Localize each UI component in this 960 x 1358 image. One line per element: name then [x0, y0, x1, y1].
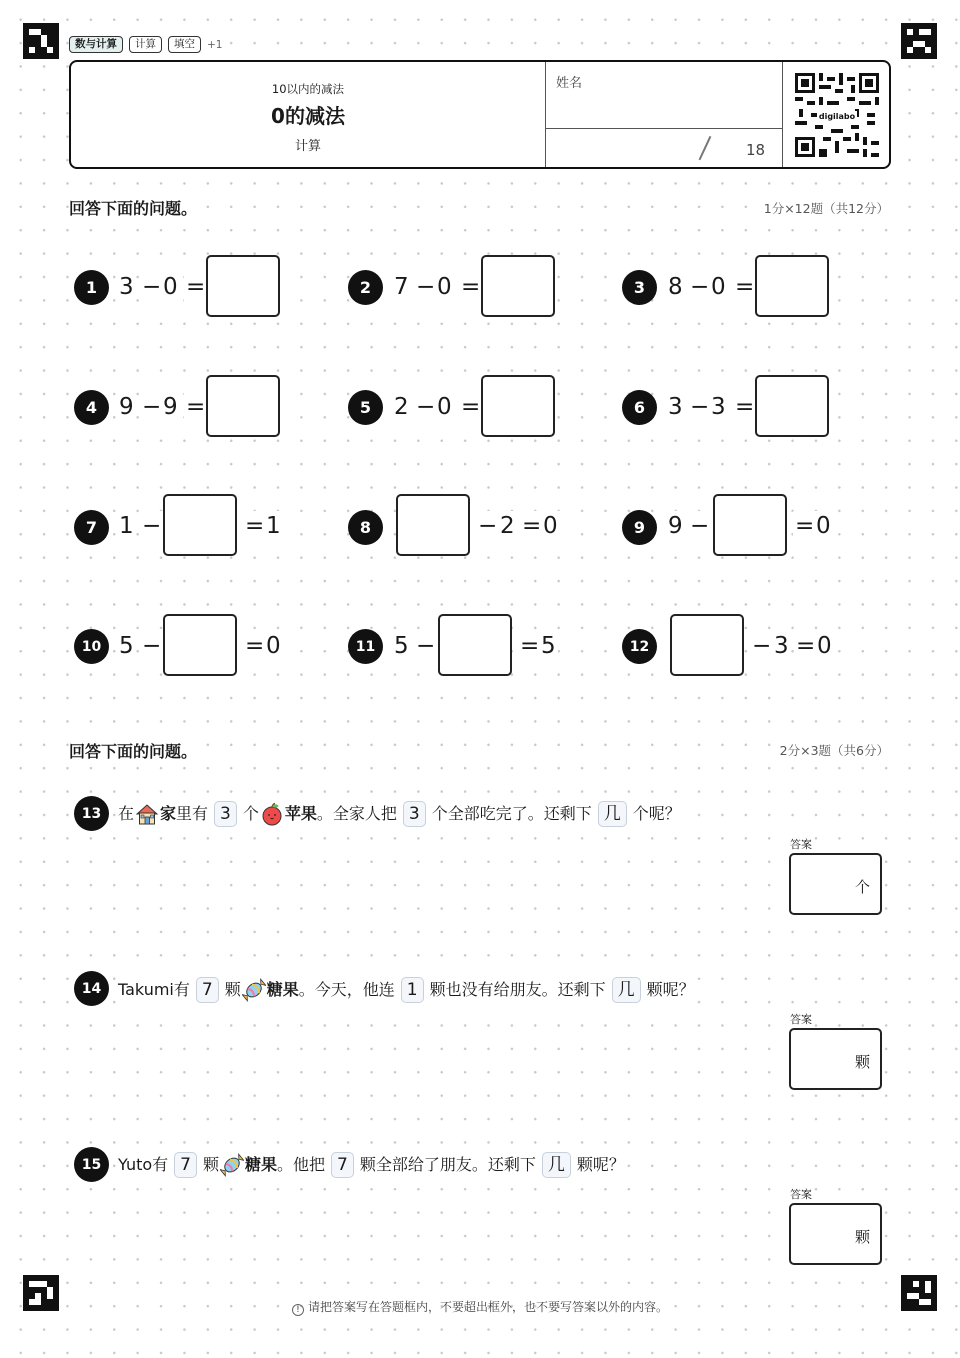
candy-icon [220, 1153, 244, 1177]
operand-b: 0 [437, 274, 452, 300]
equals-sign: = [245, 513, 265, 539]
problem-number: 3 [622, 270, 657, 305]
text-segment: 糖果 [266, 980, 299, 999]
section2-title: 回答下面的问题。 [69, 739, 203, 762]
minus-sign: − [416, 274, 436, 300]
info-icon: ! [292, 1304, 304, 1316]
text-segment: 个 [242, 804, 259, 823]
answer-box[interactable] [396, 494, 470, 556]
total-score: 18 [746, 141, 766, 159]
operand-b: 9 [163, 394, 178, 420]
text-segment: 颗呢？ [576, 1155, 625, 1174]
answer-box[interactable] [670, 614, 744, 676]
minus-sign: − [416, 394, 436, 420]
text-segment: 颗 [202, 1155, 219, 1174]
value-pill: 3 [403, 801, 426, 827]
equals-sign: = [735, 274, 755, 300]
value-pill: 1 [401, 977, 424, 1003]
operand-a: 5 [119, 633, 134, 659]
value-pill: 几 [612, 977, 641, 1003]
corner-marker-top-left [23, 23, 59, 59]
qr-label: digilabo [818, 112, 856, 121]
answer-box[interactable] [438, 614, 512, 676]
text-segment: 颗呢？ [646, 980, 695, 999]
answer-box[interactable] [163, 614, 237, 676]
apple-icon [260, 802, 284, 826]
value-pill: 3 [214, 801, 237, 827]
text-segment: Yuto有 [118, 1155, 169, 1174]
problem-number: 14 [74, 971, 109, 1006]
section1-score: 1分×12题（共12分） [760, 199, 889, 217]
section1-title: 回答下面的问题。 [69, 196, 203, 219]
answer-box[interactable] [163, 494, 237, 556]
worksheet-title: 0的减法 [271, 104, 345, 128]
problem-number: 12 [622, 629, 657, 664]
operand-b: 0 [163, 274, 178, 300]
problem-number: 15 [74, 1147, 109, 1182]
operand-a: 5 [394, 633, 409, 659]
text-segment: 里有 [176, 804, 209, 823]
minus-sign: − [690, 274, 710, 300]
house-icon [135, 802, 159, 826]
answer-box[interactable] [206, 375, 280, 437]
operand-b: 0 [711, 274, 726, 300]
operand-a: 7 [394, 274, 409, 300]
title-block [71, 62, 546, 167]
word-problem-text [118, 976, 695, 1004]
answer-label: 答案 [790, 838, 812, 851]
qr-block [782, 62, 891, 167]
answer-box[interactable] [789, 853, 882, 915]
text-segment: 。他把 [277, 1155, 326, 1174]
answer-box[interactable] [789, 1203, 882, 1265]
tag-list [69, 36, 226, 53]
operand-a: 3 [119, 274, 134, 300]
result: 0 [266, 633, 281, 659]
problem-number: 10 [74, 629, 109, 664]
equals-sign: = [461, 274, 481, 300]
problem-number: 4 [74, 390, 109, 425]
minus-sign: − [478, 513, 498, 539]
minus-sign: − [690, 513, 710, 539]
text-segment: 。今天，他连 [298, 980, 395, 999]
value-pill: 几 [542, 1152, 571, 1178]
worksheet-supertitle: 10以内的减法 [271, 82, 345, 96]
value-pill: 7 [331, 1152, 354, 1178]
equals-sign: = [186, 274, 206, 300]
operand-a: 3 [668, 394, 683, 420]
equals-sign: = [245, 633, 265, 659]
equals-sign: = [796, 633, 816, 659]
section2-score: 2分×3题（共6分） [776, 741, 889, 759]
answer-box[interactable] [713, 494, 787, 556]
operand-a: 2 [394, 394, 409, 420]
problem-number: 7 [74, 510, 109, 545]
tag: 计算 [129, 36, 162, 53]
minus-sign: − [142, 513, 162, 539]
worksheet-header [69, 60, 891, 169]
footer-note [0, 1298, 960, 1316]
score-field[interactable] [546, 129, 782, 169]
score-slash [699, 136, 711, 160]
problem-number: 13 [74, 796, 109, 831]
footer-text: 请把答案写在答题框内，不要超出框外，也不要写答案以外的内容。 [307, 1300, 668, 1314]
tag-more-count: +1 [207, 38, 223, 51]
operand-a: 9 [119, 394, 134, 420]
operand-a: 8 [668, 274, 683, 300]
operand-b: 3 [711, 394, 726, 420]
problem-number: 11 [348, 629, 383, 664]
name-label: 姓名 [556, 76, 583, 91]
problem-number: 2 [348, 270, 383, 305]
value-pill: 7 [174, 1152, 197, 1178]
operand-b: 0 [437, 394, 452, 420]
answer-label: 答案 [790, 1013, 812, 1026]
answer-box[interactable] [789, 1028, 882, 1090]
text-segment: 颗 [224, 980, 241, 999]
minus-sign: − [142, 274, 162, 300]
minus-sign: − [752, 633, 772, 659]
operand-b: 2 [500, 513, 515, 539]
operand-b: 3 [774, 633, 789, 659]
equals-sign: = [735, 394, 755, 420]
result: 5 [541, 633, 556, 659]
answer-box[interactable] [481, 255, 555, 317]
word-problem-text [118, 1151, 625, 1179]
answer-unit: 个 [854, 878, 870, 896]
tag-primary: 数与计算 [69, 36, 123, 53]
text-segment: 苹果 [284, 804, 317, 823]
problem-number: 9 [622, 510, 657, 545]
answer-unit: 颗 [854, 1228, 870, 1246]
text-segment: 。全家人把 [316, 804, 397, 823]
text-segment: 颗也没有给朋友。还剩下 [429, 980, 606, 999]
candy-icon [242, 978, 266, 1002]
name-field[interactable] [546, 62, 782, 129]
minus-sign: − [142, 633, 162, 659]
text-segment: 在 [118, 804, 135, 823]
result: 0 [816, 513, 831, 539]
text-segment: 糖果 [245, 1155, 278, 1174]
text-segment: 家 [160, 804, 177, 823]
minus-sign: − [416, 633, 436, 659]
equals-sign: = [461, 394, 481, 420]
operand-a: 9 [668, 513, 683, 539]
value-pill: 几 [598, 801, 627, 827]
text-segment: 个全部吃完了。还剩下 [431, 804, 592, 823]
answer-box[interactable] [206, 255, 280, 317]
answer-box[interactable] [481, 375, 555, 437]
worksheet-subtitle: 计算 [294, 139, 321, 154]
equals-sign: = [522, 513, 542, 539]
equals-sign: = [186, 394, 206, 420]
qr-code-icon [795, 73, 879, 157]
answer-unit: 颗 [854, 1053, 870, 1071]
value-pill: 7 [196, 977, 219, 1003]
result: 1 [266, 513, 281, 539]
answer-box[interactable] [755, 255, 829, 317]
tag: 填空 [168, 36, 201, 53]
corner-marker-top-right [901, 23, 937, 59]
text-segment: Takumi有 [118, 980, 190, 999]
equals-sign: = [520, 633, 540, 659]
problem-number: 5 [348, 390, 383, 425]
answer-box[interactable] [755, 375, 829, 437]
minus-sign: − [690, 394, 710, 420]
problem-number: 6 [622, 390, 657, 425]
text-segment: 颗全部给了朋友。还剩下 [359, 1155, 536, 1174]
result: 0 [543, 513, 558, 539]
word-problem-text [118, 800, 681, 828]
problem-number: 1 [74, 270, 109, 305]
text-segment: 个呢？ [632, 804, 681, 823]
equals-sign: = [795, 513, 815, 539]
answer-label: 答案 [790, 1188, 812, 1201]
minus-sign: − [142, 394, 162, 420]
operand-a: 1 [119, 513, 134, 539]
result: 0 [817, 633, 832, 659]
problem-number: 8 [348, 510, 383, 545]
